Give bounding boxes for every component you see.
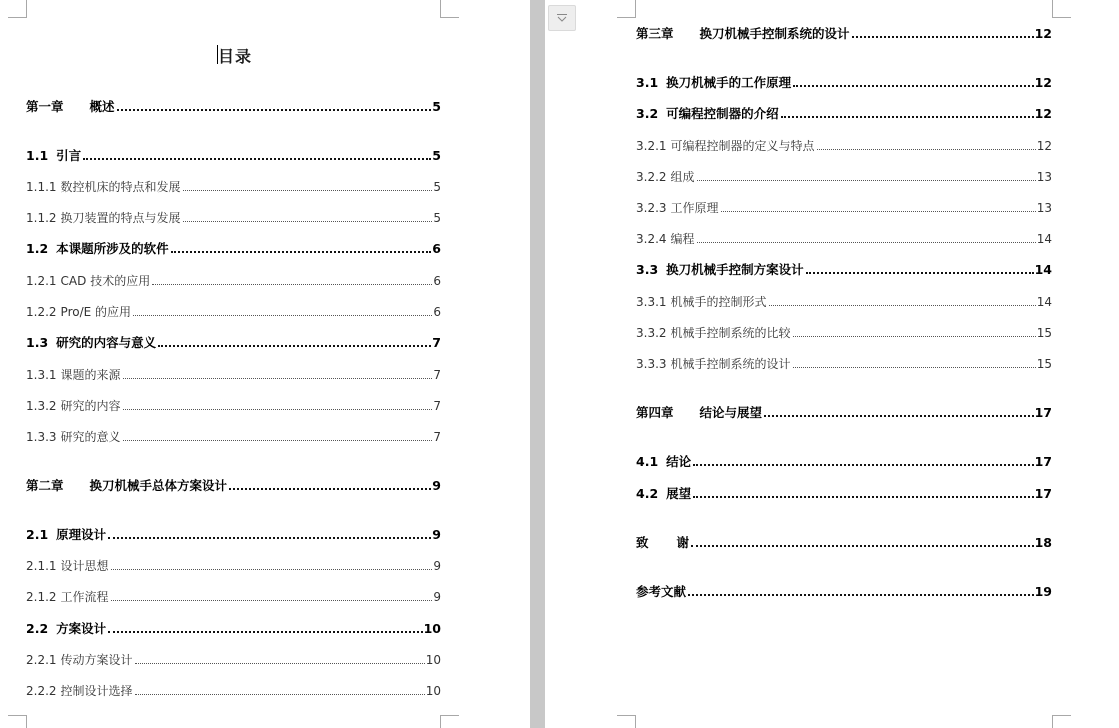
toc-page-number: 14: [1036, 232, 1052, 246]
toc-entry-number: 1.3: [26, 335, 49, 350]
toc-page-number: 7: [433, 368, 441, 382]
toc-title[interactable]: 目录: [217, 47, 252, 66]
toc-dot-leader: [781, 116, 1034, 118]
toc-dot-leader: [697, 180, 1036, 181]
toc-dot-leader: [135, 694, 425, 695]
toc-entry-number: 1.1.1: [26, 180, 57, 194]
toc-page-number: 6: [433, 274, 441, 288]
toc-page-number: 9: [433, 559, 441, 573]
page-gutter: [530, 0, 545, 728]
chevron-down-icon: [555, 12, 569, 24]
toc-entry-title: 参考文献: [636, 584, 687, 599]
toc-entry-text: [26, 273, 150, 289]
toc-entry[interactable]: [26, 179, 441, 195]
toc-entry[interactable]: [26, 210, 441, 226]
toc-page-number: 5: [433, 211, 441, 225]
toc-dot-leader: [793, 336, 1036, 337]
toc-page-number: 6: [433, 305, 441, 319]
toc-entry[interactable]: [26, 335, 441, 351]
toc-entry-text: [26, 335, 156, 351]
toc-dot-leader: [721, 211, 1036, 212]
toc-dot-leader: [123, 378, 433, 379]
toc-entry-title: 机械手控制系统的比较: [670, 326, 791, 340]
toc-dot-leader: [691, 545, 1034, 547]
toc-entry-number: 1.3.2: [26, 399, 57, 413]
toc-page-number: 6: [432, 241, 441, 256]
toc-entry-title: 换刀机械手控制系统的设计: [699, 26, 850, 41]
toc-dot-leader: [108, 537, 431, 539]
toc-dot-leader: [158, 345, 431, 347]
toc-entry-title: 可编程控制器的介绍: [666, 106, 779, 121]
toc-entry-title: 结论: [666, 454, 692, 469]
toc-dot-leader: [806, 272, 1034, 274]
toc-page-number: 14: [1034, 262, 1052, 277]
toc-page-number: 9: [432, 478, 441, 493]
crop-mark-bottom-right: [440, 715, 459, 728]
toc-dot-leader: [688, 594, 1034, 596]
toc-entry[interactable]: [26, 558, 441, 574]
toc-dot-leader: [171, 251, 432, 253]
toc-entry[interactable]: [636, 262, 1052, 278]
toc-dot-leader: [852, 36, 1034, 38]
crop-mark-top-left: [617, 0, 636, 18]
toc-entry[interactable]: [26, 683, 441, 699]
toc-entry-title: 机械手控制系统的设计: [670, 357, 791, 371]
toc-dot-leader: [764, 415, 1034, 417]
toc-entry-title: 课题的来源: [60, 368, 121, 382]
toc-entry-number: 3.3.3: [636, 357, 667, 371]
toc-dot-leader: [135, 663, 425, 664]
toc-entry-text: [26, 478, 227, 494]
toc-entry[interactable]: [26, 621, 441, 637]
toc-entry-title: 换刀机械手总体方案设计: [89, 478, 228, 493]
toc-page-number: 10: [423, 621, 441, 636]
toc-page-number: 13: [1036, 170, 1052, 184]
toc-entry-title: 展望: [666, 486, 692, 501]
toc-entry-text: [636, 405, 762, 421]
toc-entry-number: 2.1.2: [26, 590, 57, 604]
toc-entry[interactable]: [26, 398, 441, 414]
toc-dot-leader: [83, 158, 431, 160]
toc-dot-leader: [793, 85, 1033, 87]
toc-entry-title: 研究的内容与意义: [56, 335, 157, 350]
toc-dot-leader: [133, 315, 432, 316]
toc-dot-leader: [693, 464, 1033, 466]
toc-entry[interactable]: [26, 478, 441, 494]
toc-entry-title: 数控机床的特点和发展: [60, 180, 181, 194]
toc-entry-text: [636, 106, 779, 122]
toc-page-number: 7: [433, 399, 441, 413]
toc-entry-number: 第二章: [26, 478, 64, 493]
toc-entry[interactable]: [636, 325, 1052, 341]
toc-page-number: 10: [425, 653, 441, 667]
toc-entry-number: 3.2.1: [636, 139, 667, 153]
toc-entry-title: CAD 技术的应用: [60, 274, 151, 288]
toc-entry[interactable]: [636, 75, 1052, 91]
toc-page-number: 5: [432, 99, 441, 114]
toc-entry[interactable]: [636, 169, 1052, 185]
toc-entry-text: [26, 241, 169, 257]
toc-entry-title: 本课题所涉及的软件: [56, 241, 169, 256]
toc-entry-number: 2.1: [26, 527, 49, 542]
toc-entry[interactable]: [636, 535, 1052, 551]
toc-page-number: 12: [1034, 106, 1052, 121]
crop-mark-bottom-right: [1052, 715, 1071, 728]
toc-page-number: 5: [433, 180, 441, 194]
document-page-right: [545, 0, 1119, 728]
toc-entry-number: 3.2: [636, 106, 659, 121]
toc-entry-title: 换刀机械手的工作原理: [666, 75, 792, 90]
toc-entry-title: 结论与展望: [699, 405, 763, 420]
toc-entry-text: [636, 26, 850, 42]
toc-entry-title: 编程: [670, 232, 695, 246]
toc-entry-number: 2.2.2: [26, 684, 57, 698]
toc-dot-leader: [108, 631, 422, 633]
toc-entry-text: [26, 99, 115, 115]
toc-entry[interactable]: [26, 273, 441, 289]
toc-entry-text: [26, 179, 181, 195]
toc-entry[interactable]: [26, 429, 441, 445]
toc-entry-text: [636, 325, 791, 341]
document-page-left: [0, 0, 530, 728]
toc-page-number: 15: [1036, 357, 1052, 371]
toc-entry-number: 2.2: [26, 621, 49, 636]
toc-entry-title: 引言: [56, 148, 82, 163]
toc-page-number: 7: [432, 335, 441, 350]
toc-entry-number: 4.1: [636, 454, 659, 469]
toc-entry-number: 3.2.3: [636, 201, 667, 215]
toc-entry-number: 3.3.1: [636, 295, 667, 309]
toc-entry[interactable]: [636, 356, 1052, 372]
toc-entry[interactable]: [26, 241, 441, 257]
toc-dot-leader: [229, 488, 431, 490]
toc-entry-title: 谢: [676, 535, 690, 550]
toc-entry-number: 第四章: [636, 405, 674, 420]
toc-entry-text: [636, 584, 686, 600]
toc-entry-text: [26, 304, 131, 320]
toc-entry-text: [26, 429, 121, 445]
toc-dot-leader: [117, 109, 432, 111]
toc-entry-title: 组成: [670, 170, 695, 184]
toc-entry-text: [26, 652, 133, 668]
toc-entry-title: 研究的内容: [60, 399, 121, 413]
toc-entry[interactable]: [636, 405, 1052, 421]
toc-entry-number: 1.2.2: [26, 305, 57, 319]
toc-entry-number: 第一章: [26, 99, 64, 114]
toc-entry-number: 1.1.2: [26, 211, 57, 225]
toc-entry-title: 设计思想: [60, 559, 109, 573]
toc-page-number: 17: [1034, 405, 1052, 420]
toc-entry-text: [26, 589, 109, 605]
toc-entry-number: 1.2: [26, 241, 49, 256]
toc-entry-number: 3.3.2: [636, 326, 667, 340]
toc-entry[interactable]: [26, 589, 441, 605]
crop-mark-bottom-left: [617, 715, 636, 728]
toc-entry[interactable]: [26, 367, 441, 383]
toc-entry-text: [636, 262, 804, 278]
toc-page-number: 7: [433, 430, 441, 444]
text-cursor: [217, 45, 218, 64]
toc-entry-text: [26, 558, 109, 574]
toc-page-number: 12: [1036, 139, 1052, 153]
toc-entry[interactable]: [636, 294, 1052, 310]
crop-mark-bottom-left: [8, 715, 27, 728]
toc-dot-leader: [793, 367, 1036, 368]
toc-page-number: 14: [1036, 295, 1052, 309]
toc-entry[interactable]: [636, 26, 1052, 42]
toc-entry[interactable]: [636, 138, 1052, 154]
toc-entry-text: [636, 75, 791, 91]
toc-page-number: 12: [1034, 75, 1052, 90]
toc-dot-leader: [183, 190, 433, 191]
toc-dot-leader: [697, 242, 1036, 243]
crop-mark-top-right: [1052, 0, 1071, 18]
toc-entry-title: 方案设计: [56, 621, 107, 636]
toc-entry-text: [26, 210, 181, 226]
toc-entry-title: 换刀机械手控制方案设计: [666, 262, 804, 277]
toc-entry-number: 3.2.4: [636, 232, 667, 246]
toc-entry-title: 原理设计: [56, 527, 107, 542]
toc-entry-text: [636, 231, 695, 247]
toc-dot-leader: [183, 221, 433, 222]
toc-entry[interactable]: [636, 454, 1052, 470]
toc-entry-title: 工作原理: [670, 201, 719, 215]
toc-entry[interactable]: [26, 148, 441, 164]
toc-dot-leader: [152, 284, 432, 285]
toc-page-number: 9: [433, 590, 441, 604]
toc-page-number: 19: [1034, 584, 1052, 599]
toc-entry-text: [26, 527, 106, 543]
toc-entry[interactable]: [636, 231, 1052, 247]
toc-entry-text: [636, 294, 767, 310]
toc-entry-text: [636, 486, 691, 502]
toc-page-number: 17: [1034, 486, 1052, 501]
toc-entry-number: 3.2.2: [636, 170, 667, 184]
toc-entry[interactable]: [636, 106, 1052, 122]
toc-entry-text: [26, 367, 121, 383]
toc-page-number: 10: [425, 684, 441, 698]
toc-entry[interactable]: [26, 652, 441, 668]
toc-entry-text: [636, 200, 719, 216]
toc-page-number: 17: [1034, 454, 1052, 469]
collapse-heading-button[interactable]: [548, 5, 576, 31]
toc-page-number: 13: [1036, 201, 1052, 215]
toc-entry-text: [636, 356, 791, 372]
toc-dot-leader: [769, 305, 1036, 306]
toc-entry-number: 1.1: [26, 148, 49, 163]
toc-page-number: 9: [432, 527, 441, 542]
toc-entry-title: Pro/E 的应用: [60, 305, 132, 319]
toc-entry-number: 第三章: [636, 26, 674, 41]
toc-entry-text: [636, 138, 815, 154]
toc-entry-title: 研究的意义: [60, 430, 121, 444]
toc-entry-title: 工作流程: [60, 590, 109, 604]
toc-dot-leader: [111, 600, 433, 601]
toc-entry-title: 可编程控制器的定义与特点: [670, 139, 815, 153]
toc-entry-text: [636, 535, 689, 551]
toc-entry-title: 换刀装置的特点与发展: [60, 211, 181, 225]
toc-dot-leader: [817, 149, 1036, 150]
toc-entry-text: [26, 621, 106, 637]
toc-page-number: 15: [1036, 326, 1052, 340]
toc-page-number: 18: [1034, 535, 1052, 550]
toc-entry[interactable]: [636, 584, 1052, 600]
toc-entry-number: 1.2.1: [26, 274, 57, 288]
toc-entry-title: 控制设计选择: [60, 684, 133, 698]
toc-dot-leader: [123, 409, 433, 410]
crop-mark-top-left: [8, 0, 27, 18]
toc-entry-text: [26, 148, 81, 164]
toc-entry-number: 2.2.1: [26, 653, 57, 667]
toc-page-number: 5: [432, 148, 441, 163]
toc-entry[interactable]: [636, 486, 1052, 502]
toc-entry-text: [636, 454, 691, 470]
toc-entry[interactable]: [636, 200, 1052, 216]
toc-entry[interactable]: [26, 304, 441, 320]
toc-entry-title: 传动方案设计: [60, 653, 133, 667]
toc-entry-text: [26, 398, 121, 414]
toc-dot-leader: [693, 496, 1033, 498]
toc-entry-text: [26, 683, 133, 699]
toc-entry-number: 3.1: [636, 75, 659, 90]
crop-mark-top-right: [440, 0, 459, 18]
toc-entry-number: 1.3.1: [26, 368, 57, 382]
toc-entry-title: 机械手的控制形式: [670, 295, 767, 309]
toc-entry-number: 1.3.3: [26, 430, 57, 444]
toc-entry-number: 2.1.1: [26, 559, 57, 573]
toc-entry-number: 4.2: [636, 486, 659, 501]
toc-dot-leader: [111, 569, 433, 570]
toc-entry[interactable]: [26, 99, 441, 115]
toc-entry[interactable]: [26, 527, 441, 543]
toc-entry-number: 致: [636, 535, 649, 550]
toc-entry-number: 3.3: [636, 262, 659, 277]
toc-entry-title: 概述: [89, 99, 115, 114]
toc-entry-text: [636, 169, 695, 185]
toc-dot-leader: [123, 440, 433, 441]
toc-page-number: 12: [1034, 26, 1052, 41]
